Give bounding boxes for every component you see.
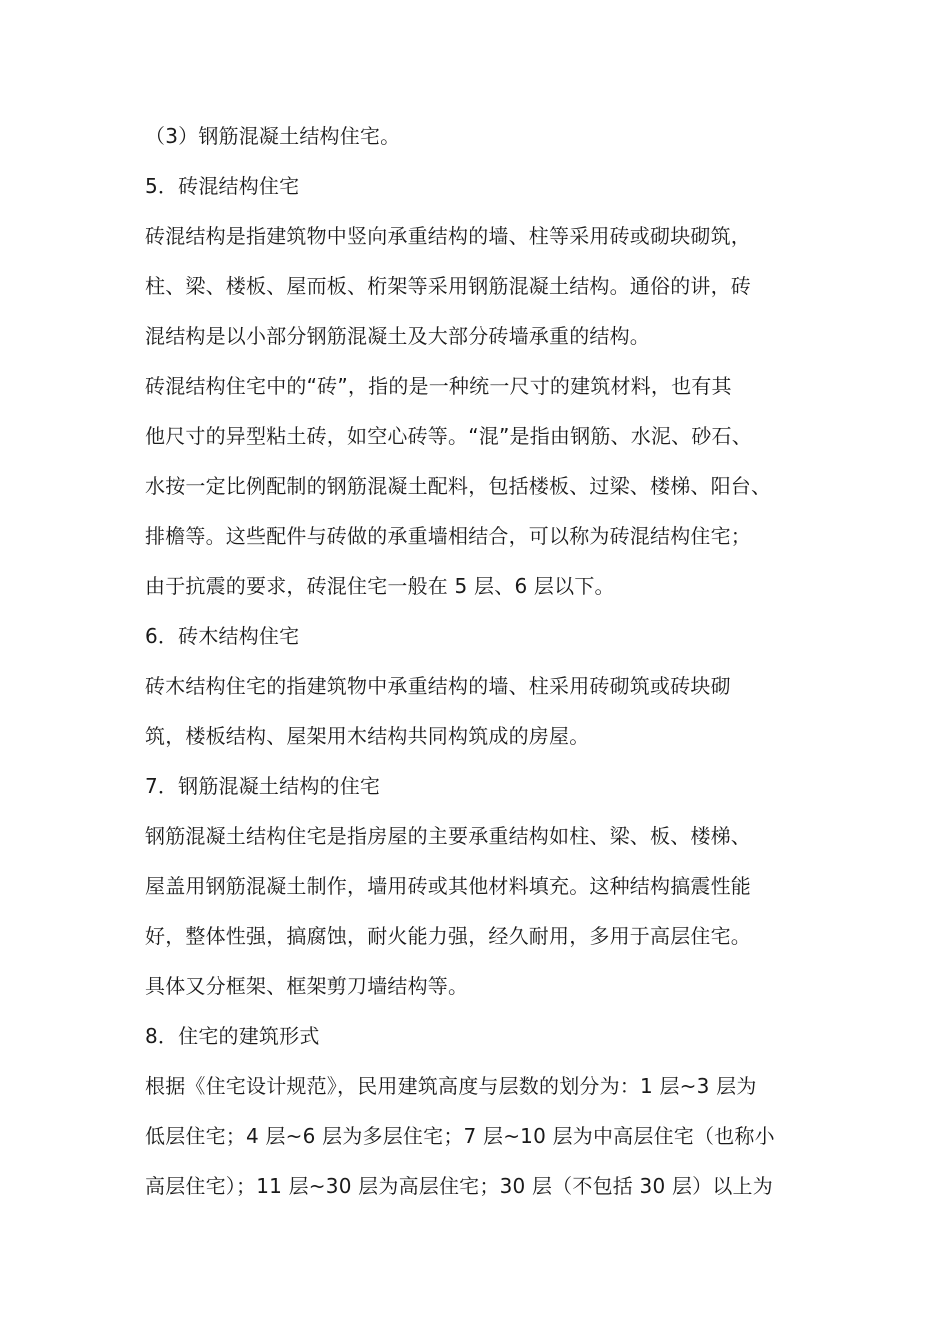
paragraph-line: 排檐等。这些配件与砖做的承重墙相结合，可以称为砖混结构住宅； (145, 524, 751, 548)
paragraph-line: 钢筋混凝土结构住宅是指房屋的主要承重结构如柱、梁、板、楼梯、 (145, 824, 751, 848)
paragraph-line: 混结构是以小部分钢筋混凝土及大部分砖墙承重的结构。 (145, 324, 650, 348)
paragraph-line: 砖混结构是指建筑物中竖向承重结构的墙、柱等采用砖或砌块砌筑， (145, 224, 751, 248)
paragraph-line: 筑，楼板结构、屋架用木结构共同构筑成的房屋。 (145, 724, 590, 748)
paragraph-line: 高层住宅）；11 层~30 层为高层住宅；30 层（不包括 30 层）以上为 (145, 1174, 773, 1198)
section-heading-6: 6．砖木结构住宅 (145, 624, 300, 648)
paragraph-line: 由于抗震的要求，砖混住宅一般在 5 层、6 层以下。 (145, 574, 615, 598)
paragraph-line: 低层住宅；4 层~6 层为多层住宅；7 层~10 层为中高层住宅（也称小 (145, 1124, 775, 1148)
paragraph-line: 具体又分框架、框架剪刀墙结构等。 (145, 974, 469, 998)
paragraph-line: 砖木结构住宅的指建筑物中承重结构的墙、柱采用砖砌筑或砖块砌 (145, 674, 731, 698)
list-item-3-text: （3）钢筋混凝土结构住宅。 (145, 124, 401, 148)
paragraph-line: 他尺寸的异型粘土砖，如空心砖等。“混”是指由钢筋、水泥、砂石、 (145, 424, 752, 448)
section-heading-7: 7．钢筋混凝土结构的住宅 (145, 774, 381, 798)
paragraph-line: 水按一定比例配制的钢筋混凝土配料，包括楼板、过梁、楼梯、阳台、 (145, 474, 772, 498)
paragraph-line: 柱、梁、楼板、屋而板、桁架等采用钢筋混凝土结构。通俗的讲，砖 (145, 274, 751, 298)
paragraph-line: 根据《住宅设计规范》，民用建筑高度与层数的划分为：1 层~3 层为 (145, 1074, 757, 1098)
paragraph-line: 屋盖用钢筋混凝土制作，墙用砖或其他材料填充。这种结构搞震性能 (145, 874, 751, 898)
paragraph-line: 好，整体性强，搞腐蚀，耐火能力强，经久耐用，多用于高层住宅。 (145, 924, 751, 948)
section-heading-8: 8．住宅的建筑形式 (145, 1024, 320, 1048)
section-heading-5: 5．砖混结构住宅 (145, 174, 300, 198)
paragraph-line: 砖混结构住宅中的“砖”，指的是一种统一尺寸的建筑材料，也有其 (145, 374, 732, 398)
